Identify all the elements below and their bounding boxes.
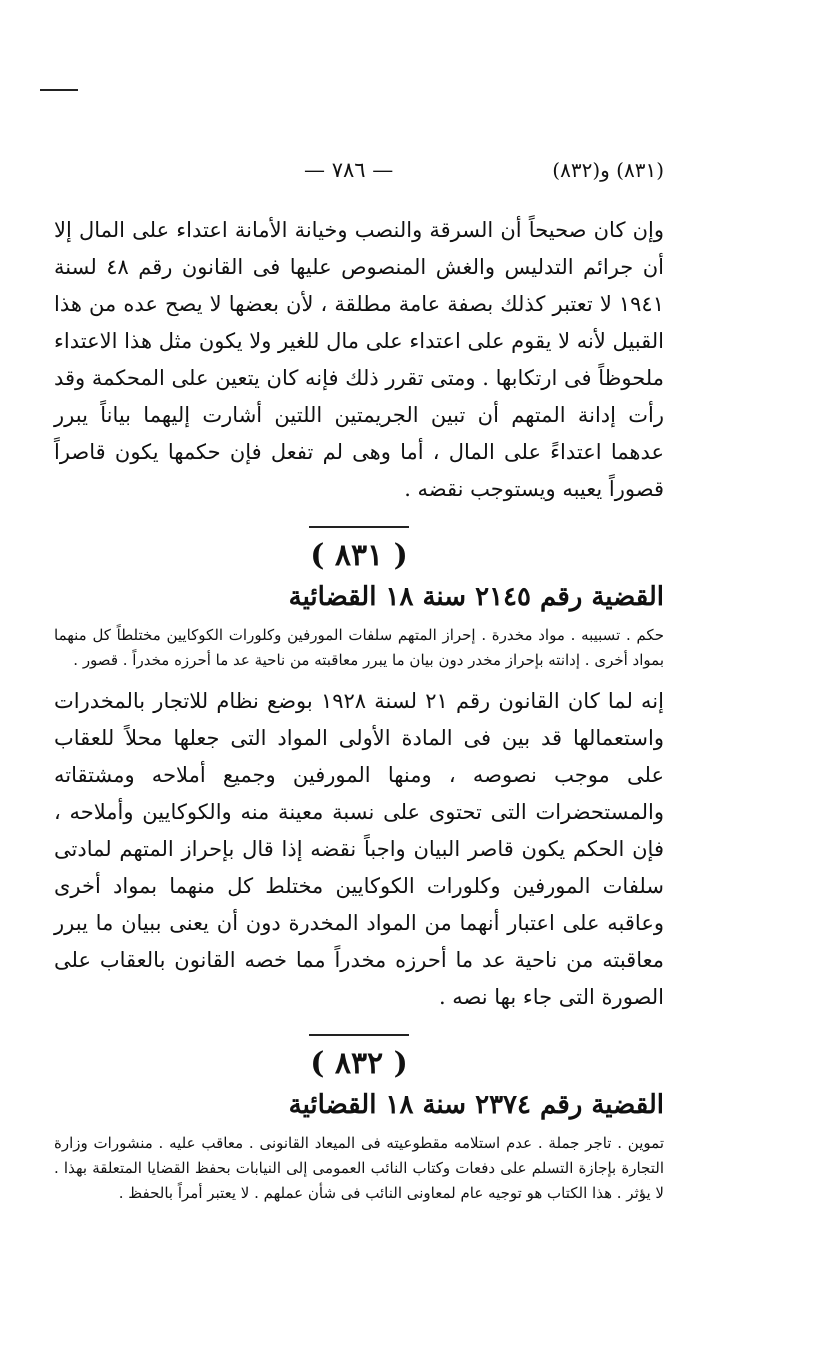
page-number: — ٧٨٦ —	[304, 158, 394, 182]
case-title: القضية رقم ٢٣٧٤ سنة ١٨ القضائية	[288, 1090, 664, 1120]
case-summary: حكم . تسبيبه . مواد مخدرة . إحراز المتهم سلفات المورفين وكلورات الكوكايين مختلطاً كل منهما بمواد أخرى . إدانته بإحراز مخدر دون بيان ما يبرر معاقبته من ناحية عد ما أحرزه مخدراً . قصور .	[54, 626, 664, 669]
intro-paragraph: وإن كان صحيحاً أن السرقة والنصب وخيانة الأمانة اعتداء على المال إلا أن جرائم التدليس والغش المنصوص عليها فى القانون رقم ٤٨ لسنة ١٩٤١ لا تعتبر كذلك بصفة عامة مطلقة ، لأن بعضها لا يصح عده من هذا القبيل لأنه لا يقوم على اعتداء على مال للغير ولا يكون مثل هذا الاعتداء ملحوظاً فى ارتكابها . ومتى تقرر ذلك فإنه كان يتعين على المحكمة وقد رأت إدانة المتهم أن تبين الجريمتين اللتين أشارت إليهما بياناً يبرر عدهما اعتداءً على المال ، أما وهى لم تفعل فإن حكمها يكون قاصراً قصوراً يعيبه ويستوجب نقضه .	[54, 218, 664, 501]
running-section-ref: (٨٣١) و(٨٣٢)	[552, 158, 664, 182]
case-summary: تموين . تاجر جملة . عدم استلامه مقطوعيته فى الميعاد القانونى . معاقب عليه . منشورات وزارة التجارة بإجازة التسلم على دفعات وكتاب النائب العمومى إلى النيابات بحفظ القضايا المتعلقة بهذا . لا يؤثر . هذا الكتاب هو توجيه عام لمعاونى النائب فى شأن عملهم . لا يعتبر أمراً بالحفظ .	[54, 1134, 664, 1202]
corner-rule	[40, 89, 78, 91]
section-divider	[309, 1034, 409, 1036]
section-divider	[309, 526, 409, 528]
page-header	[54, 150, 664, 194]
case-body: إنه لما كان القانون رقم ٢١ لسنة ١٩٢٨ بوضع نظام للاتجار بالمخدرات واستعمالها قد بين فى المادة الأولى المواد التى جعلها محلاً للعقاب على موجب نصوصه ، ومنها المورفين وجميع أملاحه ومشتقاته والمستحضرات التى تحتوى على نسبة معينة منه والكوكايين وأملاحه ، فإن الحكم يكون قاصر البيان واجباً نقضه إذا قال بإحراز المتهم لمادتى سلفات المورفين وكلورات الكوكايين مختلط كل منهما بمواد أخرى وعاقبه على اعتبار أنهما من المواد المخدرة دون أن يعنى ببيان ما يبرر معاقبته من ناحية عد ما أحرزه مخدراً مما خصه القانون بالعقاب على الصورة التى جاء بها نصه .	[54, 689, 664, 1009]
section-number: ( ٨٣١ )	[310, 538, 408, 573]
case-title: القضية رقم ٢١٤٥ سنة ١٨ القضائية	[288, 582, 664, 612]
section-number: ( ٨٣٢ )	[310, 1046, 408, 1081]
book-page	[54, 150, 664, 1216]
